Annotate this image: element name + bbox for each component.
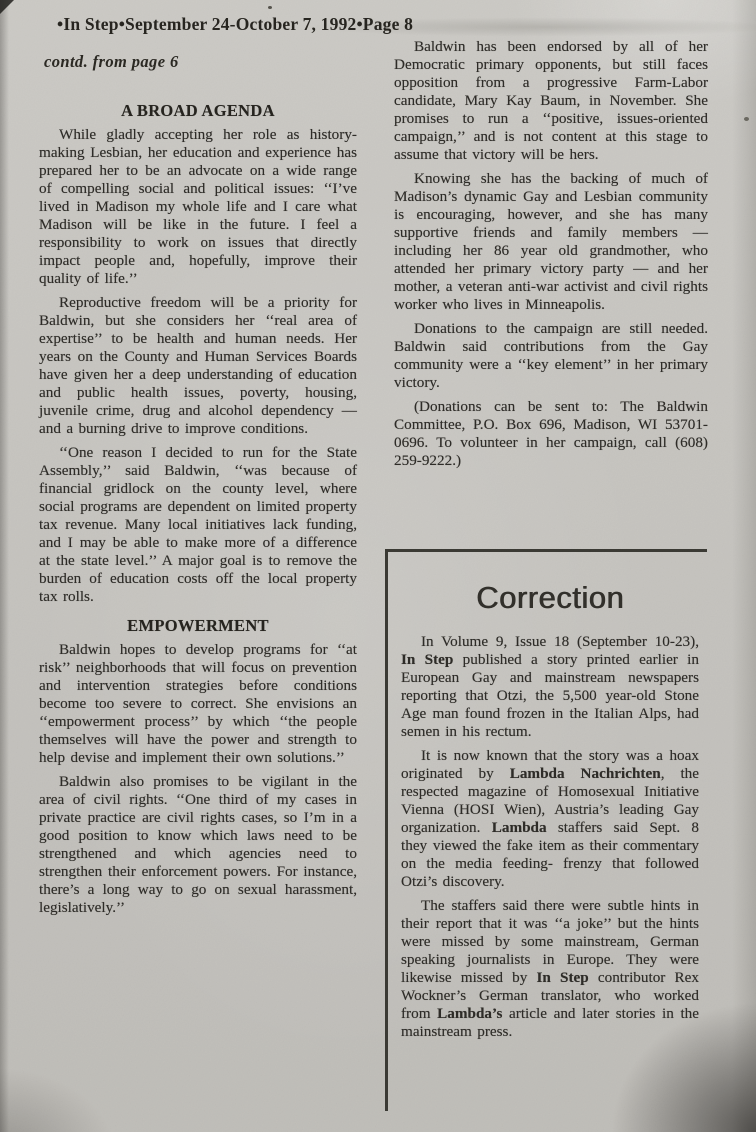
article-paragraph: While gladly accepting her role as history-making Lesbian, her education and experience has prepared her to be an advocate on a wide range of compelling social and political issues: ‘‘I’ve lived in Madison my whole life and I care what Madison will be like in the future. I feel a responsibility to work on issues that directly impact people and, hopefully, improve their quality of life.’’ [39, 126, 357, 287]
article-paragraph: Baldwin also promises to be vigilant in the area of civil rights. ‘‘One third of my cases in private practice are civil rights cases, so I’m in a good position to know which laws need to be strengthened and which agencies need to strengthen their enforcement powers. For instance, there’s a long way to go on sexual harassment, legislatively.’’ [39, 773, 357, 916]
article-paragraph: Baldwin has been endorsed by all of her Democratic primary opponents, but still faces opposition from a progressive Farm-Labor candidate, Mary Kay Baum, in November. She promises to run a ‘‘positive, issues-oriented campaign,’’ and is not content at this stage to assume that victory will be hers. [394, 38, 708, 163]
text-run-bold: In Step [536, 969, 589, 986]
article-paragraph: (Donations can be sent to: The Baldwin Committee, P.O. Box 696, Madison, WI 53701-0696. To volunteer in her campaign, call (608) 259-9222.) [394, 398, 708, 469]
masthead: •In Step•September 24-October 7, 1992•Page 8 [57, 14, 414, 34]
scan-speck [744, 117, 749, 121]
text-run-bold: Lambda’s [437, 1005, 503, 1022]
text-run: The staffers said there were subtle hints in their report that it was ‘‘a joke’’ but the hints were missed by some mainstream, German speaking journalists in Europe. They were likewise missed by [401, 897, 699, 986]
correction-paragraph [401, 747, 699, 891]
section-heading-a-broad-agenda: A BROAD AGENDA [121, 101, 275, 120]
text-run: published a story printed earlier in European Gay and mainstream newspapers reporting that Otzi, the 5,500 year-old Stone Age man found frozen in the Italian Alps, had semen in his rectum. [401, 651, 699, 740]
text-run: In Volume 9, Issue 18 (September 10-23), [421, 633, 699, 650]
text-run: staffers said Sept. 8 they viewed the fake item as their commentary on the media feeding- frenzy that followed Otzi’s discovery. [401, 819, 699, 890]
continued-from-note: contd. from page 6 [44, 52, 179, 71]
text-run-bold: Lambda Nachrichten [509, 765, 661, 782]
text-run: article and later stories in the mainstream press. [401, 1005, 699, 1040]
article-paragraph: Knowing she has the backing of much of Madison’s dynamic Gay and Lesbian community is encouraging, however, and she has many supportive friends and family members — including her 86 year old grandmother, who attended her primary victory party — and her mother, a veteran anti-war activist and civil rights worker who lives in Minneapolis. [394, 170, 708, 313]
article-paragraph: Baldwin hopes to develop programs for ‘‘at risk’’ neighborhoods that will focus on prevention and intervention strategies before conditions become too severe to correct. She envisions an ‘‘empowerment process’’ by which ‘‘the people themselves will have the power and strength to help devise and implement their own solutions.’’ [39, 641, 357, 766]
scan-corner-mark [0, 0, 14, 14]
article-paragraph: ‘‘One reason I decided to run for the State Assembly,’’ said Baldwin, ‘‘was because of financial gridlock on the county level, where social programs are dependent on limited property tax revenue. Many local initiatives lack funding, and I may be able to make more of a difference at the state level.’’ A major goal is to remove the burden of education costs off the local property tax rolls. [39, 444, 357, 605]
text-run: contributor Rex Wockner’s German translator, who worked from [401, 969, 699, 1022]
section-heading-empowerment: EMPOWERMENT [127, 616, 269, 635]
article-paragraph: Reproductive freedom will be a priority for Baldwin, but she considers her ‘‘real area of expertise’’ to be health and human needs. Her years on the County and Human Services Boards have given her a deep understanding of education and public health issues, poverty, housing, juvenile crime, drug and alcohol dependency — and a burning drive to improve conditions. [39, 294, 357, 437]
scan-speck [268, 6, 272, 9]
text-run-bold: In Step [401, 651, 454, 668]
correction-paragraph [401, 897, 699, 1041]
correction-paragraph [401, 633, 699, 741]
left-column [39, 101, 357, 917]
right-column [394, 38, 708, 470]
correction-box [385, 549, 707, 1111]
text-run: , the respected magazine of Homosexual Initiative Vienna (HOSI Wien), Austria’s leading Gay organization. [401, 765, 700, 836]
text-run: It is now known that the story was a hoax originated by [401, 747, 699, 782]
article-paragraph: Donations to the campaign are still needed. Baldwin said contributions from the Gay community were a ‘‘key element’’ in her primary victory. [394, 320, 708, 391]
text-run-bold: Lambda [491, 819, 547, 836]
correction-heading: Correction [476, 580, 624, 615]
